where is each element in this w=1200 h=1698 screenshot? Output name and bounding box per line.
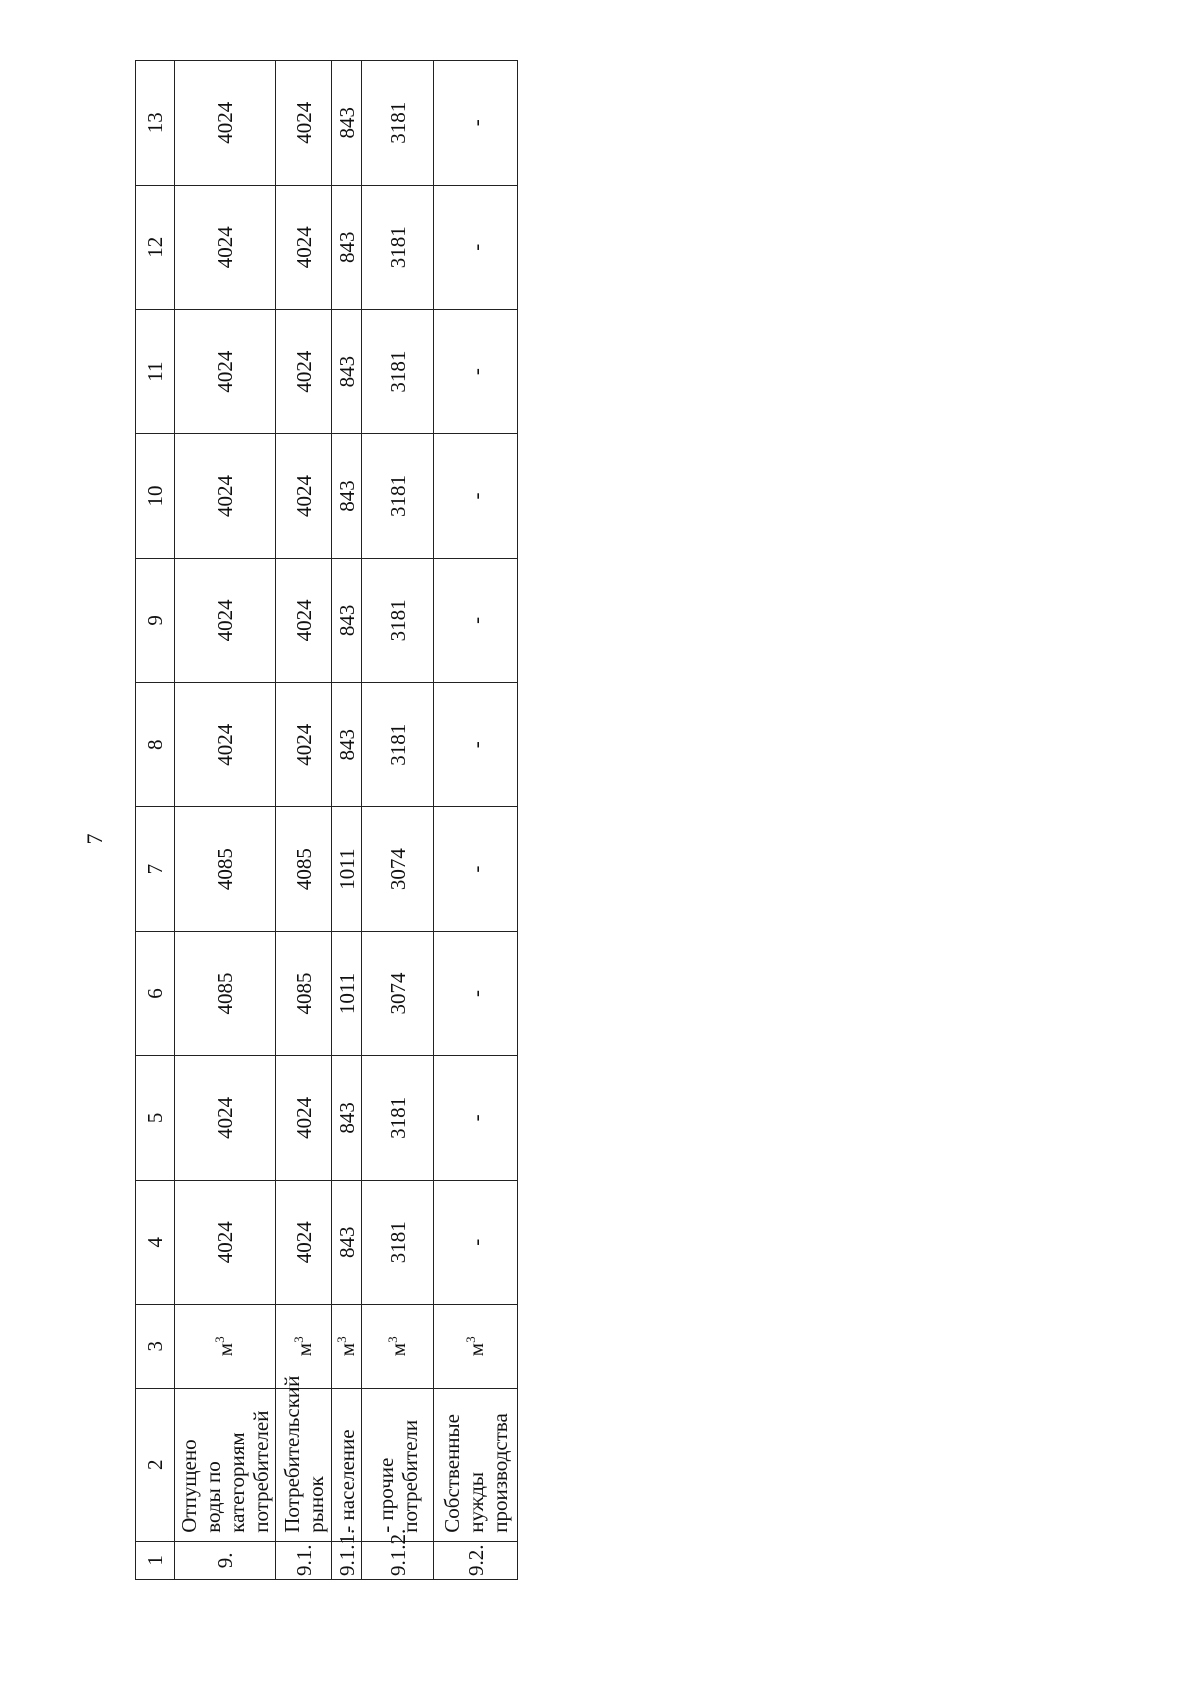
value-cell: 4085 [276,931,332,1055]
row-name: - население [332,1388,362,1541]
column-number-row [136,61,175,1580]
row-number: 9.1. [276,1541,332,1579]
value-cell: 1011 [332,931,362,1055]
value-cell: 4024 [276,185,332,309]
value-cell: 843 [332,558,362,682]
value-cell: 4024 [175,1180,276,1304]
value-cell: 4085 [276,807,332,931]
value-cell: 4024 [175,185,276,309]
col-number: 12 [136,185,175,309]
col-number: 10 [136,434,175,558]
value-cell: - [434,683,518,807]
col-number: 3 [136,1304,175,1388]
col-number: 5 [136,1056,175,1180]
table-row [362,61,434,1580]
value-cell: 3181 [362,185,434,309]
col-number: 7 [136,807,175,931]
value-cell: 843 [332,309,362,433]
row-number: 9. [175,1541,276,1579]
col-number: 6 [136,931,175,1055]
row-name: Собственные нужды производства [434,1388,518,1541]
value-cell: 1011 [332,807,362,931]
unit-cell: $м^3$ [175,1304,276,1388]
value-cell: 4024 [175,61,276,186]
value-cell: 3181 [362,1056,434,1180]
value-cell: 3181 [362,683,434,807]
rotated-table-wrapper [135,60,512,1580]
value-cell: 3181 [362,434,434,558]
value-cell: - [434,309,518,433]
value-cell: - [434,61,518,186]
value-cell: 4024 [276,558,332,682]
value-cell: - [434,1180,518,1304]
value-cell: 843 [332,1180,362,1304]
value-cell: 4085 [175,807,276,931]
unit-cell: $м^3$ [434,1304,518,1388]
value-cell: - [434,434,518,558]
row-number: 9.1.1. [332,1541,362,1579]
row-number: 9.2. [434,1541,518,1579]
value-cell: 4024 [175,558,276,682]
unit-cell: $м^3$ [276,1304,332,1388]
value-cell: 4024 [175,309,276,433]
value-cell: 4024 [175,683,276,807]
row-name: Отпущено воды по категориям потребителей [175,1388,276,1541]
value-cell: 4024 [276,683,332,807]
value-cell: 843 [332,683,362,807]
value-cell: 4024 [276,61,332,186]
col-number: 2 [136,1388,175,1541]
unit-cell: $м^3$ [332,1304,362,1388]
table-row [175,61,276,1580]
value-cell: 4085 [175,931,276,1055]
col-number: 9 [136,558,175,682]
value-cell: 4024 [276,434,332,558]
value-cell: - [434,185,518,309]
value-cell: - [434,807,518,931]
row-name: Потребительский рынок [276,1388,332,1541]
value-cell: 4024 [276,1180,332,1304]
col-number: 13 [136,61,175,186]
row-number: 9.1.2. [362,1541,434,1579]
value-cell: 843 [332,61,362,186]
value-cell: 3181 [362,558,434,682]
col-number: 1 [136,1541,175,1579]
row-name: - прочие потребители [362,1388,434,1541]
value-cell: - [434,1056,518,1180]
value-cell: 4024 [276,1056,332,1180]
value-cell: 4024 [276,309,332,433]
col-number: 11 [136,309,175,433]
value-cell: 3074 [362,931,434,1055]
col-number: 8 [136,683,175,807]
value-cell: - [434,931,518,1055]
value-cell: 3181 [362,61,434,186]
value-cell: 843 [332,185,362,309]
value-cell: 3181 [362,1180,434,1304]
value-cell: 3181 [362,309,434,433]
value-cell: 4024 [175,1056,276,1180]
table-row [332,61,362,1580]
value-cell: 4024 [175,434,276,558]
value-cell: 3074 [362,807,434,931]
col-number: 4 [136,1180,175,1304]
water-supply-table [135,60,518,1580]
value-cell: 843 [332,434,362,558]
value-cell: 843 [332,1056,362,1180]
value-cell: - [434,558,518,682]
page-number: 7 [82,833,107,845]
table-row [276,61,332,1580]
unit-cell: $м^3$ [362,1304,434,1388]
table-row [434,61,518,1580]
